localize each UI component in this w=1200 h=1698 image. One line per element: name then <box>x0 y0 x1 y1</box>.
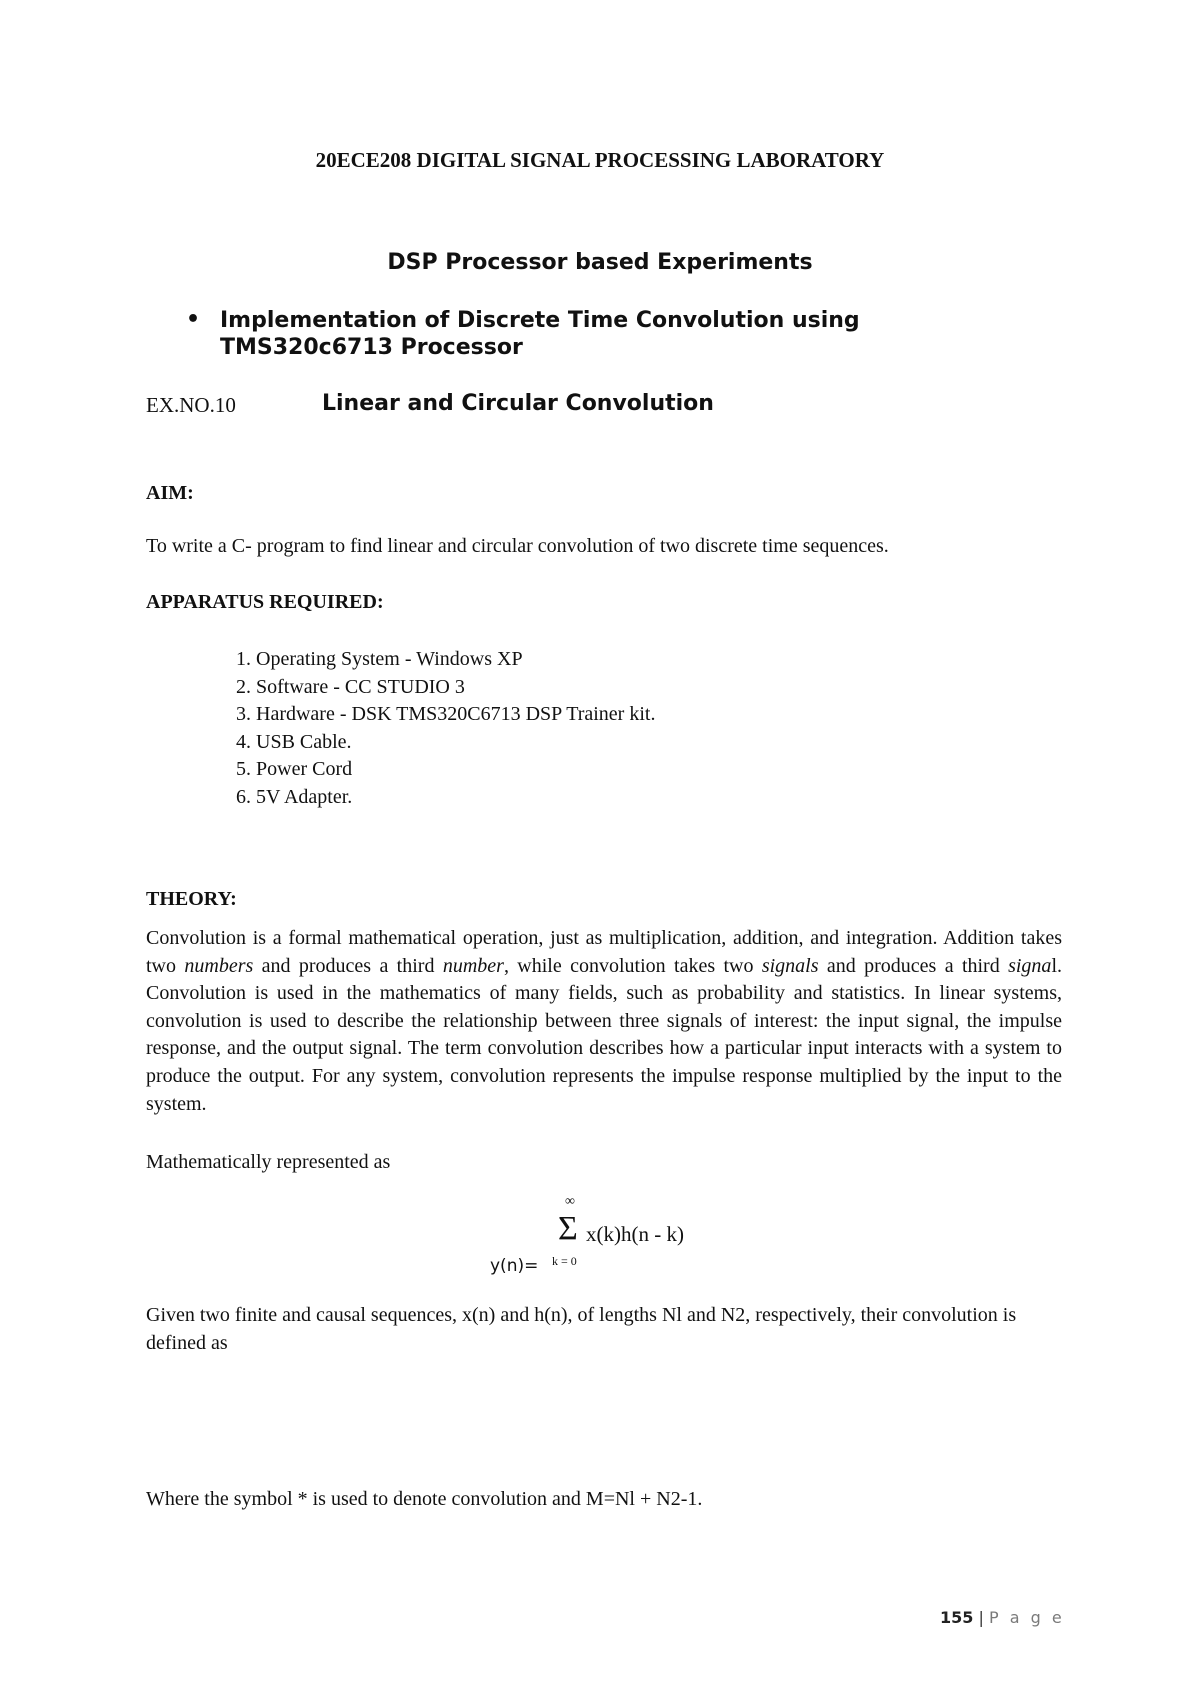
apparatus-heading: APPARATUS REQUIRED: <box>146 591 384 613</box>
apparatus-item: 1. Operating System - Windows XP <box>256 646 655 674</box>
formula-lower-limit: k = 0 <box>552 1254 577 1268</box>
experiment-title: Linear and Circular Convolution <box>322 391 714 416</box>
given-paragraph: Given two finite and causal sequences, x(n) and h(n), of lengths Nl and N2, respectively, their convolution is defined as <box>146 1304 1017 1354</box>
section-heading: DSP Processor based Experiments <box>387 250 813 275</box>
page-footer <box>940 1608 1065 1627</box>
apparatus-item: 3. Hardware - DSK TMS320C6713 DSP Trainer kit. <box>256 701 655 729</box>
bullet-item: Implementation of Discrete Time Convolution using TMS320c6713 Processor <box>220 308 860 360</box>
aim-text: To write a C- program to find linear and circular convolution of two discrete time sequences. <box>146 535 889 557</box>
sigma-icon: Σ <box>558 1210 578 1247</box>
apparatus-item: 6. 5V Adapter. <box>256 784 655 812</box>
theory-paragraph: Convolution is a formal mathematical operation, just as multiplication, addition, and integration. Addition takes two numbers and produces a third number, while convolution takes two signals and produces a third signal. Convolution is used in the mathematics of many fields, such as probability and statistics. In linear systems, convolution is used to describe the relationship between three signals of interest: the input signal, the impulse response, and the output signal. The term convolution describes how a particular input interacts with a system to produce the output. For any system, convolution represents the impulse response multiplied by the input to the system. <box>146 927 1062 1115</box>
experiment-number: EX.NO.10 <box>146 393 236 417</box>
aim-heading: AIM: <box>146 482 194 504</box>
convolution-formula <box>490 1194 750 1276</box>
math-intro: Mathematically represented as <box>146 1151 391 1173</box>
apparatus-item: 4. USB Cable. <box>256 729 655 757</box>
bullet-icon: • <box>186 307 201 332</box>
apparatus-item: 5. Power Cord <box>256 756 655 784</box>
formula-lhs: y(n)= <box>490 1256 539 1276</box>
course-title: 20ECE208 DIGITAL SIGNAL PROCESSING LABORATORY <box>315 148 885 172</box>
formula-upper-limit: ∞ <box>565 1194 575 1209</box>
apparatus-list <box>214 646 655 812</box>
page-label: P a g e <box>988 1608 1065 1627</box>
apparatus-item: 2. Software - CC STUDIO 3 <box>256 674 655 702</box>
theory-heading: THEORY: <box>146 888 237 910</box>
footer-separator: | <box>978 1608 984 1627</box>
formula-expression: x(k)h(n - k) <box>586 1222 684 1246</box>
where-paragraph: Where the symbol * is used to denote convolution and M=Nl + N2-1. <box>146 1488 703 1510</box>
page-number: 155 <box>940 1608 974 1627</box>
